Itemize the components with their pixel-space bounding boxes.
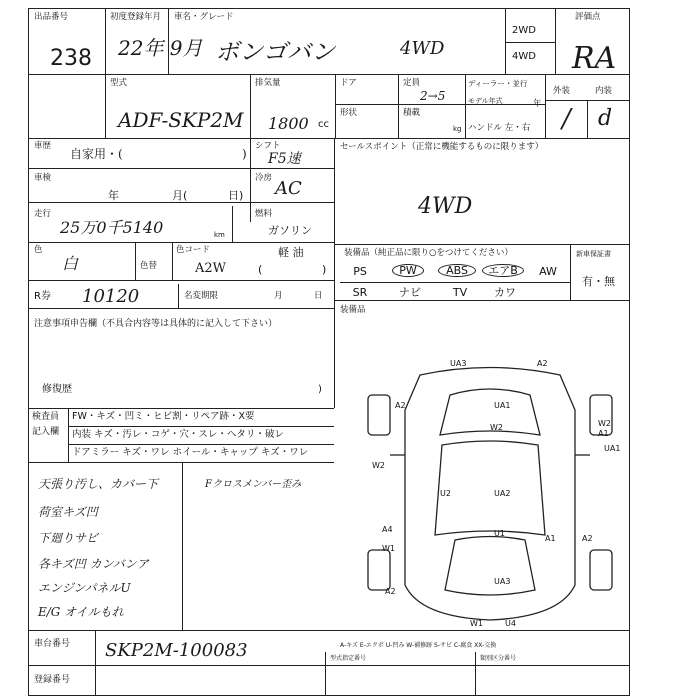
equip-tv: TV [452,286,468,299]
remark-1: 天張り汚し、カバー下 [38,477,159,491]
remark-right: Fクロスメンバー歪み [205,479,302,490]
transfer-label: 名変期限 [184,291,219,301]
capacity-value: 2→5 [420,89,446,103]
diag-w2-hood: W2 [490,423,503,432]
notes-label: 注意事項申告欄（不具合内容等は具体的に記入して下さい） [34,319,278,329]
interior-score: d [598,106,613,131]
exterior-label: 外装 [553,86,571,96]
model-designation-label: 型式指定番号 [330,655,367,662]
remark-6: E/G オイルもれ [38,605,124,619]
inspection-year: 年 [108,189,119,202]
recycle-value: 10120 [82,286,140,307]
model-year-label: モデル年式 [468,97,503,105]
first-reg-label: 初度登録年月 [110,12,162,22]
shift-value: F5速 [268,151,301,167]
fuel-paren-open: ( [258,263,263,276]
disp-unit: cc [318,119,329,130]
equip-pw: PW [392,264,424,277]
disp-value: 1800 [268,114,309,133]
diag-a2-left: A2 [395,401,406,410]
km-unit: km [214,231,225,239]
diag-ua2: UA2 [494,489,511,498]
recycle-label: R券 [34,291,51,302]
color-value: 白 [62,254,79,273]
inspector-line-2: 内装 キズ・汚レ・コゲ・穴・スレ・ヘタリ・破レ [72,429,284,440]
equip-navi: ナビ [399,286,421,299]
transfer-day: 日 [314,291,323,301]
fuel-label: 燃料 [255,209,273,219]
handle-label: ハンドル 左・右 [468,123,531,133]
equip-leather: カワ [494,286,516,299]
remark-2: 荷室キズ凹 [38,505,98,519]
diag-ua1-hood: UA1 [494,401,511,410]
use-value: 自家用・( [70,147,123,161]
inspection-month: 月( [172,189,188,202]
category-number-label: 類別区分番号 [480,655,517,662]
car-grade: 4WD [400,38,445,59]
name-label: 車名・グレード [174,12,234,22]
year-unit: 年 [533,99,542,109]
lot-number: 238 [50,46,92,71]
car-damage-diagram [360,355,620,630]
inspection-label: 車検 [34,173,52,183]
mileage-value: 25万0千5140 [60,218,164,237]
mileage-label: 走行 [34,209,52,219]
exterior-score: / [562,104,571,134]
inspector-label: 検査員 [32,412,60,422]
diag-w2-right: W2 [598,419,611,428]
equipment-label: 装備品（純正品に限り○をつけてください） [344,248,513,258]
history-label: 車歴 [34,141,52,151]
diag-u2: U2 [440,489,451,498]
fuel-paren-close: ) [322,263,327,276]
remark-4: 各キズ凹 カンバンア [38,557,149,571]
lot-label: 出品番号 [34,12,69,22]
repair-label: 修復歴 [42,384,72,395]
interior-label: 内装 [595,86,613,96]
score-label: 評価点 [575,12,601,22]
doors-label: ドア [340,78,357,88]
colorcode-label: 色コード [176,245,211,255]
remark-5: エンジンパネルU [38,581,131,595]
sales-label: セールスポイント（正常に機能するものに限ります） [340,142,544,152]
diag-ua1-right: UA1 [604,444,621,453]
inspection-day: 日) [228,189,244,202]
inspector-entry-label: 記入欄 [32,427,60,437]
remark-3: 下廻りサビ [38,531,99,545]
damage-legend: A-キズ E-エクボ U-凹み W-補修跡 S-サビ C-腐食 XX-交換 [340,642,497,649]
disp-label: 排気量 [255,78,281,88]
shift-label: シフト [255,141,281,151]
model-value: ADF-SKP2M [118,108,244,132]
diag-a1-lower: A1 [545,534,556,543]
equip-airbag: エアB [482,264,524,277]
transfer-month: 月 [274,291,283,301]
diag-a2-lower: A2 [582,534,593,543]
new-warranty-label: 新車保証書 [576,250,611,258]
load-label: 積載 [403,108,421,118]
diag-a2-rear: A2 [385,587,396,596]
chassis-label: 車台番号 [34,639,71,649]
use-paren-close: ) [242,147,247,161]
equip-ps: PS [353,265,367,278]
diag-ua3-top: UA3 [450,359,467,368]
sales-value: 4WD [418,194,473,219]
model-label: 型式 [110,78,128,88]
drive-2wd: 2WD [512,25,536,36]
diag-u1: U1 [494,529,505,538]
dealer-label: ディーラー・並行 [468,79,528,88]
diag-u4-rear: U4 [505,619,516,628]
registration-label: 登録番号 [34,675,71,685]
color-label: 色 [34,245,43,255]
diag-a1-right: A1 [598,429,609,438]
repair-close: ) [318,384,322,395]
fuel-diesel: 軽 油 [278,246,304,259]
shape-label: 形状 [340,108,358,118]
diag-ua3-rear: UA3 [494,577,511,586]
diag-w2-left: W2 [372,461,385,470]
new-warranty-value: 有・無 [582,275,615,288]
fuel-gasoline: ガソリン [268,224,312,237]
diag-a2-top: A2 [537,359,548,368]
inspector-line-1: FW・キズ・凹ミ・ヒビ割・リペア跡・X要 [72,411,255,422]
first-reg-value: 22年 9月 [118,36,203,60]
equip-abs: ABS [438,264,476,277]
score-value: RA [572,41,617,76]
cooling-value: AC [275,178,302,199]
cooling-label: 冷房 [255,173,273,183]
equip-sr: SR [352,286,368,299]
color-changed-label: 色替 [140,261,158,271]
diag-a4: A4 [382,525,393,534]
chassis-value: SKP2M-100083 [105,640,248,661]
special-equip-label: 装備品 [340,305,366,315]
inspector-line-3: ドアミラー キズ・ワレ ホイール・キャップ キズ・ワレ [72,447,309,458]
drive-4wd: 4WD [512,51,536,62]
colorcode-value: A2W [195,261,227,276]
car-name: ボンゴバン [215,38,335,66]
equip-aw: AW [539,265,557,278]
kg-unit: kg [453,125,462,133]
diag-w1-left: W1 [382,544,395,553]
capacity-label: 定員 [403,78,421,88]
diag-w1-rear: W1 [470,619,483,628]
